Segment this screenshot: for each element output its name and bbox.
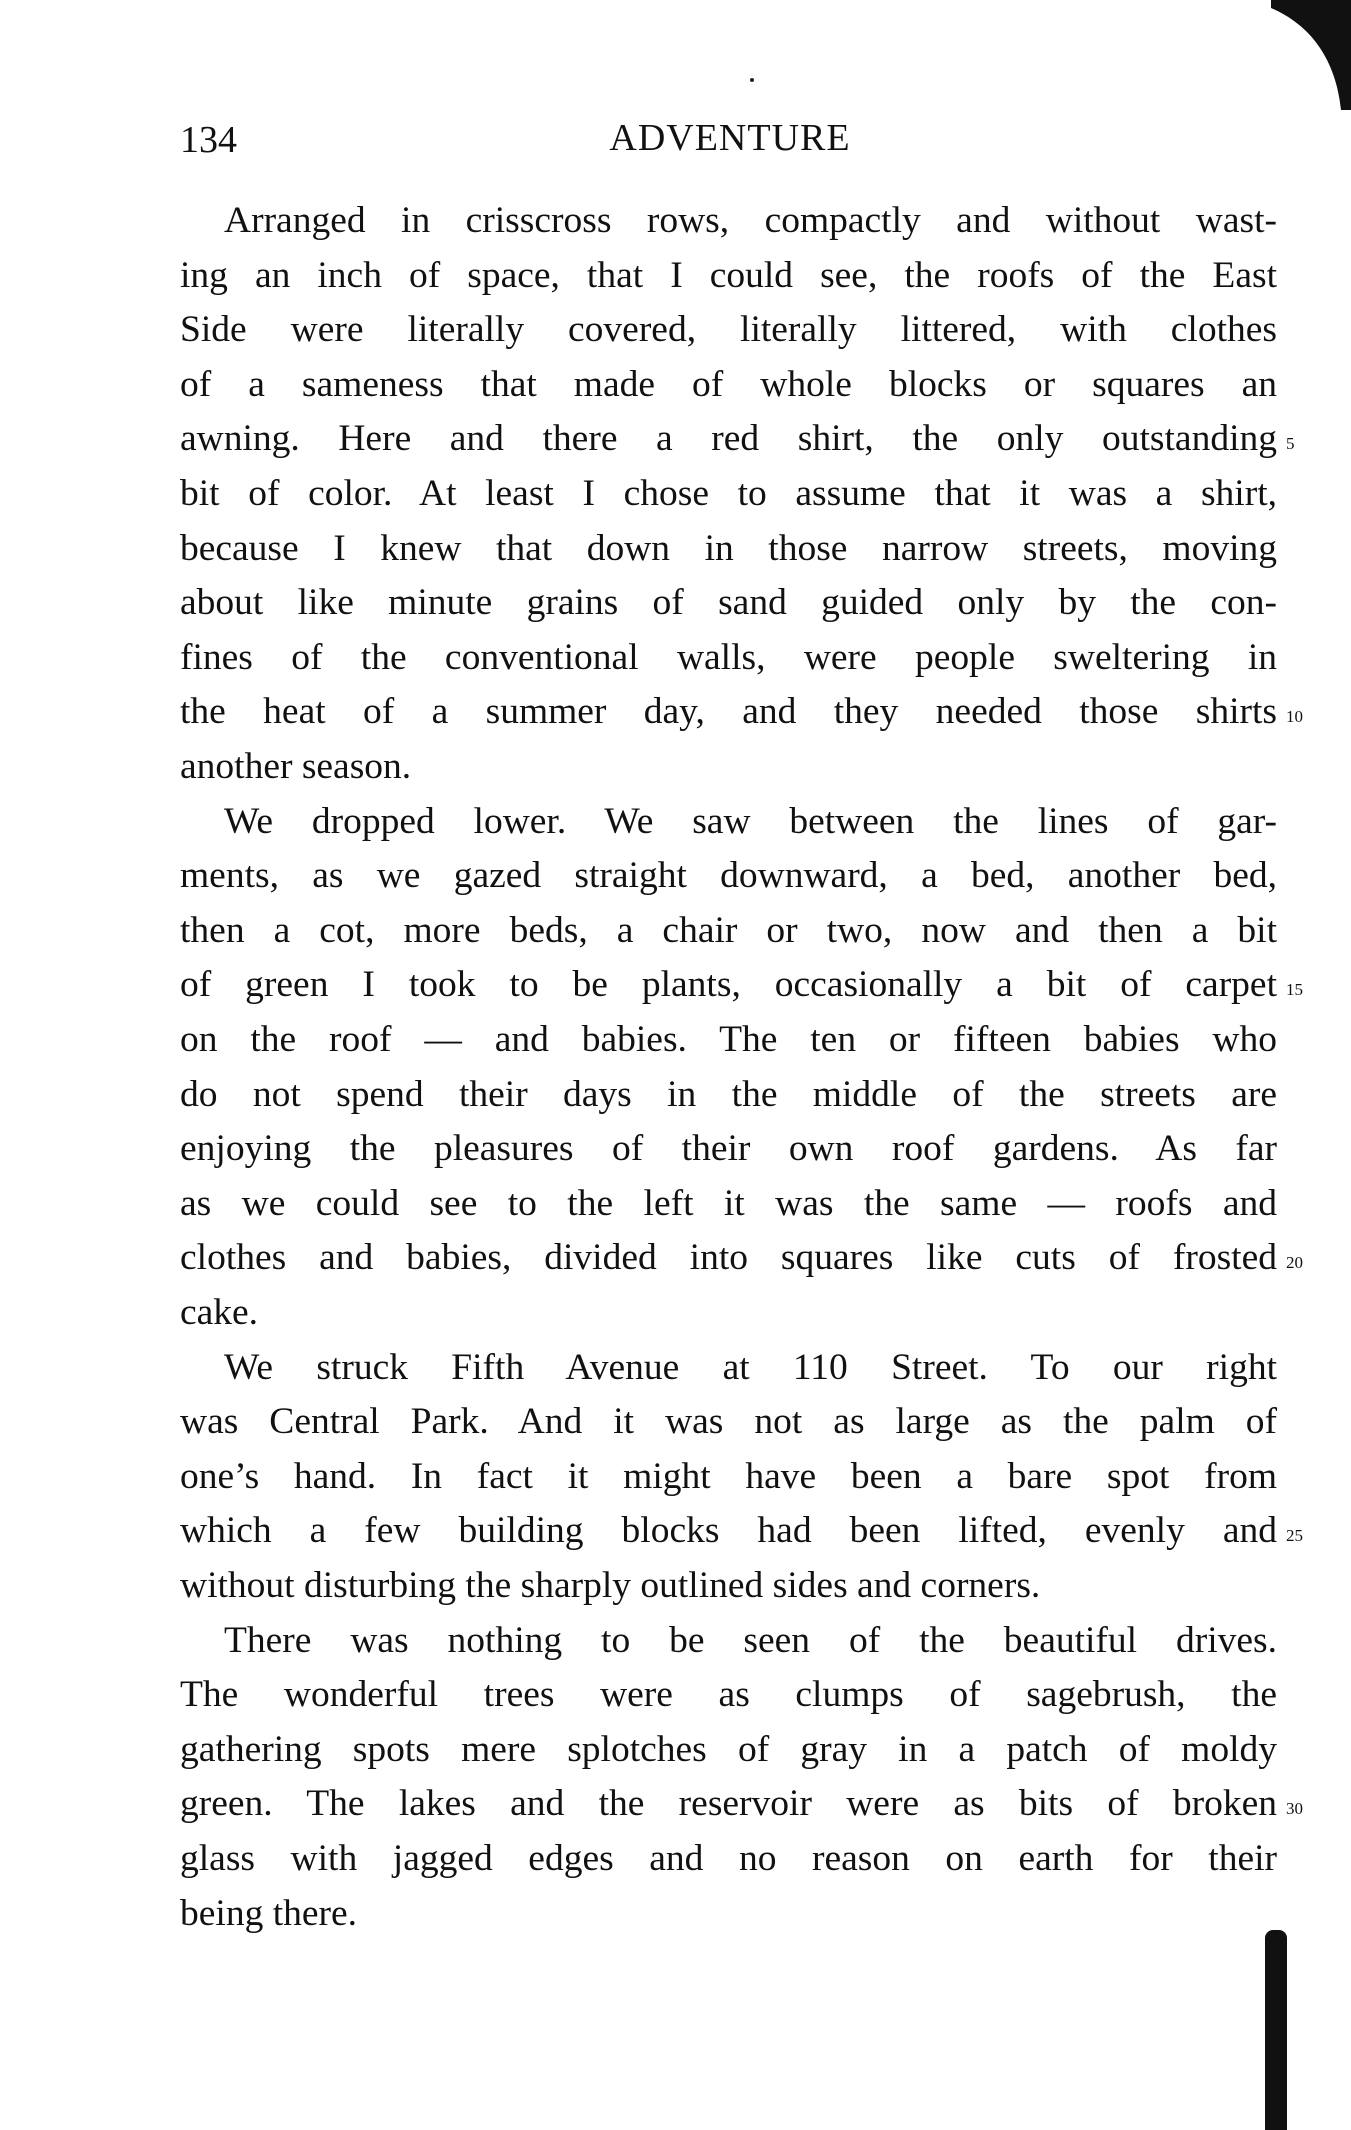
text-line: of green I took to be plants, occasionally a bit of carpet xyxy=(180,964,1277,1006)
text-line: being there. xyxy=(180,1892,358,1934)
page-edge-mark xyxy=(1265,1930,1287,2130)
text-line: without disturbing the sharply outlined sides and corners. xyxy=(180,1565,1041,1606)
text-line: one’s hand. In fact it might have been a bare spot from xyxy=(180,1455,1277,1497)
line-number-marker: 15 xyxy=(1286,980,1303,1000)
line-number-marker: 5 xyxy=(1286,434,1295,454)
text-line: about like minute grains of sand guided only by the con- xyxy=(180,582,1277,624)
text-line: as we could see to the left it was the same — roofs and xyxy=(180,1182,1277,1224)
text-line: The wonderful trees were as clumps of sagebrush, the xyxy=(180,1674,1277,1716)
text-line: glass with jagged edges and no reason on earth for their xyxy=(180,1838,1277,1879)
text-line: of a sameness that made of whole blocks or squares an xyxy=(180,363,1277,405)
text-line: Arranged in crisscross rows, compactly and without wast- xyxy=(224,200,1277,241)
text-line: There was nothing to be seen of the beautiful drives. xyxy=(224,1619,1277,1661)
running-title: ADVENTURE xyxy=(609,117,851,159)
text-line: another season. xyxy=(180,746,412,787)
text-line: ing an inch of space, that I could see, the roofs of the East xyxy=(180,254,1277,296)
text-line: then a cot, more beds, a chair or two, now and then a bit xyxy=(180,909,1277,951)
text-line: bit of color. At least I chose to assume that it was a shirt, xyxy=(180,473,1277,514)
text-line: on the roof — and babies. The ten or fifteen babies who xyxy=(180,1019,1277,1060)
scan-speck xyxy=(750,78,754,82)
text-line: We struck Fifth Avenue at 110 Street. To our right xyxy=(224,1346,1277,1388)
text-line: ments, as we gazed straight downward, a bed, another bed, xyxy=(180,855,1277,897)
line-number-marker: 20 xyxy=(1286,1253,1303,1273)
text-line: was Central Park. And it was not as large as the palm of xyxy=(180,1401,1277,1443)
text-line: the heat of a summer day, and they needed those shirts xyxy=(180,691,1277,733)
page-corner-mark xyxy=(1271,0,1351,110)
text-line: green. The lakes and the reservoir were as bits of broken xyxy=(180,1783,1277,1825)
text-line: We dropped lower. We saw between the lines of gar- xyxy=(224,800,1277,842)
page-number: 134 xyxy=(180,119,237,161)
line-number-marker: 30 xyxy=(1286,1799,1303,1819)
line-number-marker: 10 xyxy=(1286,707,1303,727)
text-line: gathering spots mere splotches of gray in a patch of moldy xyxy=(180,1728,1277,1770)
text-line: clothes and babies, divided into squares like cuts of frosted xyxy=(180,1237,1277,1279)
text-line: because I knew that down in those narrow streets, moving xyxy=(180,527,1277,569)
text-line: awning. Here and there a red shirt, the only outstanding xyxy=(180,418,1277,460)
line-number-marker: 25 xyxy=(1286,1526,1303,1546)
text-line: fines of the conventional walls, were people sweltering in xyxy=(180,636,1277,678)
text-line: do not spend their days in the middle of the streets are xyxy=(180,1073,1277,1115)
text-line: which a few building blocks had been lifted, evenly and xyxy=(180,1510,1277,1552)
text-line: cake. xyxy=(180,1292,259,1333)
text-line: enjoying the pleasures of their own roof gardens. As far xyxy=(180,1128,1277,1170)
text-line: Side were literally covered, literally littered, with clothes xyxy=(180,309,1277,351)
